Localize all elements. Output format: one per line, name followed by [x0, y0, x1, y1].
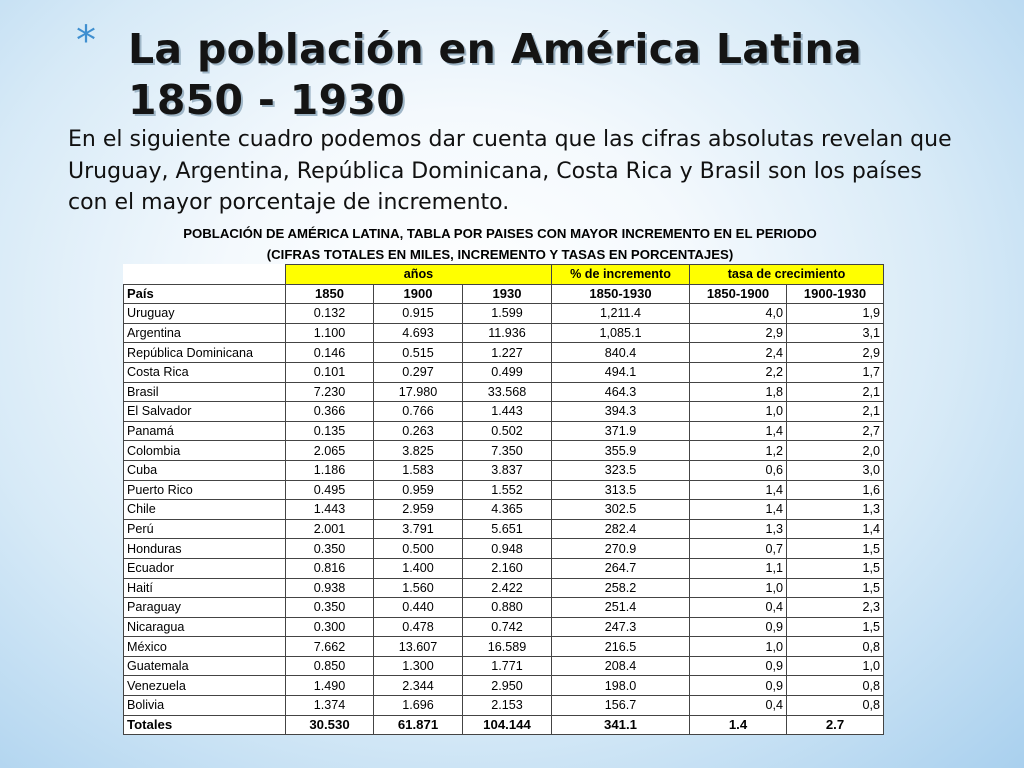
cell-pop-1930: 11.936 [463, 323, 552, 343]
cell-pop-1850: 0.146 [286, 343, 374, 363]
cell-pop-1900: 1.583 [374, 460, 463, 480]
cell-increment-1850-1930: 1,211.4 [552, 304, 690, 324]
cell-rate-1900-1930: 2,0 [787, 441, 884, 461]
cell-country: Uruguay [124, 304, 286, 324]
cell-pop-1900: 2.959 [374, 500, 463, 520]
cell-pop-1900: 0.478 [374, 617, 463, 637]
cell-pop-1930: 0.880 [463, 598, 552, 618]
cell-rate-1900-1930: 3,0 [787, 460, 884, 480]
cell-pop-1850: 0.350 [286, 598, 374, 618]
cell-rate-1850-1900: 0,6 [690, 460, 787, 480]
intro-paragraph: En el siguiente cuadro podemos dar cuenta que las cifras absolutas revelan que Uruguay, Argentina, República Dominicana, Costa Rica y Brasil son los países con el mayor porcentaje de incremento. [68, 127, 952, 215]
cell-pop-1850: 0.101 [286, 362, 374, 382]
cell-pop-1900: 0.959 [374, 480, 463, 500]
cell-pop-1930: 33.568 [463, 382, 552, 402]
totals-label: Totales [124, 715, 286, 735]
cell-pop-1900: 13.607 [374, 637, 463, 657]
totals-increment: 341.1 [552, 715, 690, 735]
table-row [124, 696, 884, 716]
cell-country: Nicaragua [124, 617, 286, 637]
cell-rate-1900-1930: 2,1 [787, 402, 884, 422]
cell-increment-1850-1930: 394.3 [552, 402, 690, 422]
cell-rate-1900-1930: 1,5 [787, 578, 884, 598]
cell-pop-1900: 0.915 [374, 304, 463, 324]
cell-rate-1900-1930: 0,8 [787, 696, 884, 716]
table-row [124, 598, 884, 618]
totals-rate-1850-1900: 1.4 [690, 715, 787, 735]
cell-country: El Salvador [124, 402, 286, 422]
bullet-star-icon: * [76, 18, 96, 64]
cell-country: Honduras [124, 539, 286, 559]
cell-pop-1850: 0.495 [286, 480, 374, 500]
table-row [124, 656, 884, 676]
cell-pop-1850: 0.135 [286, 421, 374, 441]
cell-increment-1850-1930: 840.4 [552, 343, 690, 363]
cell-rate-1900-1930: 1,3 [787, 500, 884, 520]
totals-1900: 61.871 [374, 715, 463, 735]
cell-pop-1930: 0.502 [463, 421, 552, 441]
cell-pop-1930: 4.365 [463, 500, 552, 520]
cell-pop-1930: 2.153 [463, 696, 552, 716]
cell-pop-1900: 1.560 [374, 578, 463, 598]
totals-1930: 104.144 [463, 715, 552, 735]
table-caption-line1: POBLACIÓN DE AMÉRICA LATINA, TABLA POR PAISES CON MAYOR INCREMENTO EN EL PERIODO [183, 226, 817, 241]
cell-pop-1930: 3.837 [463, 460, 552, 480]
cell-increment-1850-1930: 323.5 [552, 460, 690, 480]
cell-rate-1900-1930: 2,1 [787, 382, 884, 402]
col-header-1850: 1850 [286, 284, 374, 304]
table-row [124, 323, 884, 343]
cell-rate-1900-1930: 1,7 [787, 362, 884, 382]
cell-pop-1900: 0.515 [374, 343, 463, 363]
cell-rate-1850-1900: 1,4 [690, 421, 787, 441]
cell-rate-1900-1930: 1,6 [787, 480, 884, 500]
cell-increment-1850-1930: 464.3 [552, 382, 690, 402]
cell-country: Chile [124, 500, 286, 520]
table-row [124, 637, 884, 657]
cell-increment-1850-1930: 258.2 [552, 578, 690, 598]
cell-pop-1930: 1.443 [463, 402, 552, 422]
cell-pop-1850: 1.490 [286, 676, 374, 696]
cell-pop-1900: 4.693 [374, 323, 463, 343]
cell-increment-1850-1930: 1,085.1 [552, 323, 690, 343]
table-row [124, 304, 884, 324]
cell-rate-1900-1930: 2,9 [787, 343, 884, 363]
cell-increment-1850-1930: 156.7 [552, 696, 690, 716]
table-row [124, 617, 884, 637]
cell-pop-1930: 2.160 [463, 558, 552, 578]
cell-increment-1850-1930: 494.1 [552, 362, 690, 382]
col-header-1850-1930: 1850-1930 [552, 284, 690, 304]
totals-row [124, 715, 884, 735]
cell-increment-1850-1930: 264.7 [552, 558, 690, 578]
cell-rate-1850-1900: 1,0 [690, 402, 787, 422]
cell-pop-1900: 3.825 [374, 441, 463, 461]
cell-rate-1900-1930: 2,3 [787, 598, 884, 618]
population-table [123, 264, 884, 735]
cell-increment-1850-1930: 313.5 [552, 480, 690, 500]
cell-rate-1850-1900: 0,4 [690, 598, 787, 618]
cell-pop-1850: 0.300 [286, 617, 374, 637]
cell-rate-1850-1900: 0,9 [690, 676, 787, 696]
group-header-years: años [286, 265, 552, 285]
cell-pop-1900: 0.297 [374, 362, 463, 382]
cell-pop-1850: 0.850 [286, 656, 374, 676]
cell-increment-1850-1930: 247.3 [552, 617, 690, 637]
cell-rate-1850-1900: 2,9 [690, 323, 787, 343]
table-row [124, 578, 884, 598]
table-caption-line2: (CIFRAS TOTALES EN MILES, INCREMENTO Y TASAS EN PORCENTAJES) [266, 247, 734, 262]
cell-pop-1850: 1.443 [286, 500, 374, 520]
col-header-1900-1930: 1900-1930 [787, 284, 884, 304]
table-row [124, 343, 884, 363]
cell-rate-1850-1900: 1,1 [690, 558, 787, 578]
totals-rate-1900-1930: 2.7 [787, 715, 884, 735]
table-row [124, 441, 884, 461]
cell-rate-1900-1930: 0,8 [787, 676, 884, 696]
cell-pop-1930: 7.350 [463, 441, 552, 461]
cell-rate-1900-1930: 0,8 [787, 637, 884, 657]
cell-pop-1850: 7.662 [286, 637, 374, 657]
cell-pop-1850: 7.230 [286, 382, 374, 402]
cell-pop-1850: 0.132 [286, 304, 374, 324]
cell-increment-1850-1930: 251.4 [552, 598, 690, 618]
cell-rate-1850-1900: 1,4 [690, 480, 787, 500]
cell-rate-1850-1900: 0,9 [690, 656, 787, 676]
cell-pop-1900: 1.400 [374, 558, 463, 578]
cell-rate-1900-1930: 2,7 [787, 421, 884, 441]
cell-rate-1850-1900: 4,0 [690, 304, 787, 324]
cell-pop-1900: 17.980 [374, 382, 463, 402]
table-row [124, 519, 884, 539]
cell-pop-1900: 1.696 [374, 696, 463, 716]
cell-pop-1850: 0.366 [286, 402, 374, 422]
cell-country: Colombia [124, 441, 286, 461]
cell-country: Haití [124, 578, 286, 598]
cell-pop-1900: 0.500 [374, 539, 463, 559]
table-row [124, 500, 884, 520]
cell-increment-1850-1930: 208.4 [552, 656, 690, 676]
cell-pop-1930: 0.948 [463, 539, 552, 559]
cell-pop-1850: 1.100 [286, 323, 374, 343]
cell-pop-1850: 0.350 [286, 539, 374, 559]
table-row [124, 480, 884, 500]
table-row [124, 676, 884, 696]
cell-increment-1850-1930: 198.0 [552, 676, 690, 696]
cell-country: Puerto Rico [124, 480, 286, 500]
cell-country: Argentina [124, 323, 286, 343]
group-header-growth-rate: tasa de crecimiento [690, 265, 884, 285]
table-row [124, 558, 884, 578]
cell-increment-1850-1930: 371.9 [552, 421, 690, 441]
cell-rate-1850-1900: 1,3 [690, 519, 787, 539]
group-header-row [124, 265, 884, 285]
cell-pop-1900: 0.440 [374, 598, 463, 618]
cell-increment-1850-1930: 282.4 [552, 519, 690, 539]
cell-rate-1850-1900: 2,2 [690, 362, 787, 382]
cell-increment-1850-1930: 270.9 [552, 539, 690, 559]
cell-rate-1900-1930: 1,5 [787, 558, 884, 578]
cell-increment-1850-1930: 355.9 [552, 441, 690, 461]
cell-rate-1850-1900: 2,4 [690, 343, 787, 363]
cell-country: Panamá [124, 421, 286, 441]
cell-country: Brasil [124, 382, 286, 402]
cell-pop-1900: 3.791 [374, 519, 463, 539]
cell-pop-1850: 2.001 [286, 519, 374, 539]
cell-country: Paraguay [124, 598, 286, 618]
cell-rate-1850-1900: 1,0 [690, 637, 787, 657]
cell-rate-1850-1900: 1,2 [690, 441, 787, 461]
col-header-1850-1900: 1850-1900 [690, 284, 787, 304]
cell-pop-1930: 1.771 [463, 656, 552, 676]
cell-rate-1850-1900: 1,8 [690, 382, 787, 402]
cell-pop-1900: 2.344 [374, 676, 463, 696]
cell-increment-1850-1930: 216.5 [552, 637, 690, 657]
cell-pop-1850: 0.816 [286, 558, 374, 578]
group-header-increment: % de incremento [552, 265, 690, 285]
cell-country: República Dominicana [124, 343, 286, 363]
cell-country: México [124, 637, 286, 657]
cell-rate-1900-1930: 1,0 [787, 656, 884, 676]
cell-pop-1850: 1.186 [286, 460, 374, 480]
cell-pop-1930: 0.499 [463, 362, 552, 382]
cell-country: Perú [124, 519, 286, 539]
cell-rate-1900-1930: 3,1 [787, 323, 884, 343]
table-row [124, 382, 884, 402]
cell-pop-1900: 1.300 [374, 656, 463, 676]
table-row [124, 539, 884, 559]
cell-rate-1900-1930: 1,5 [787, 539, 884, 559]
cell-rate-1850-1900: 1,4 [690, 500, 787, 520]
slide-title: La población en América Latina 1850 - 1930 [128, 25, 862, 124]
table-row [124, 362, 884, 382]
table-row [124, 402, 884, 422]
cell-rate-1850-1900: 0,9 [690, 617, 787, 637]
cell-rate-1850-1900: 1,0 [690, 578, 787, 598]
cell-pop-1930: 0.742 [463, 617, 552, 637]
totals-1850: 30.530 [286, 715, 374, 735]
col-header-1930: 1930 [463, 284, 552, 304]
cell-pop-1930: 1.552 [463, 480, 552, 500]
cell-rate-1900-1930: 1,9 [787, 304, 884, 324]
cell-country: Cuba [124, 460, 286, 480]
cell-increment-1850-1930: 302.5 [552, 500, 690, 520]
blank-corner-cell [124, 265, 286, 285]
table-row [124, 421, 884, 441]
cell-rate-1900-1930: 1,4 [787, 519, 884, 539]
cell-pop-1930: 2.422 [463, 578, 552, 598]
col-header-country: País [124, 284, 286, 304]
cell-pop-1900: 0.766 [374, 402, 463, 422]
cell-country: Ecuador [124, 558, 286, 578]
col-header-1900: 1900 [374, 284, 463, 304]
cell-pop-1900: 0.263 [374, 421, 463, 441]
column-header-row [124, 284, 884, 304]
cell-country: Bolivia [124, 696, 286, 716]
cell-country: Guatemala [124, 656, 286, 676]
cell-pop-1850: 1.374 [286, 696, 374, 716]
cell-pop-1930: 1.599 [463, 304, 552, 324]
cell-pop-1930: 5.651 [463, 519, 552, 539]
cell-rate-1850-1900: 0,4 [690, 696, 787, 716]
cell-pop-1850: 2.065 [286, 441, 374, 461]
table-row [124, 460, 884, 480]
cell-country: Costa Rica [124, 362, 286, 382]
cell-country: Venezuela [124, 676, 286, 696]
cell-rate-1900-1930: 1,5 [787, 617, 884, 637]
cell-pop-1930: 1.227 [463, 343, 552, 363]
cell-pop-1930: 2.950 [463, 676, 552, 696]
cell-pop-1850: 0.938 [286, 578, 374, 598]
cell-rate-1850-1900: 0,7 [690, 539, 787, 559]
cell-pop-1930: 16.589 [463, 637, 552, 657]
